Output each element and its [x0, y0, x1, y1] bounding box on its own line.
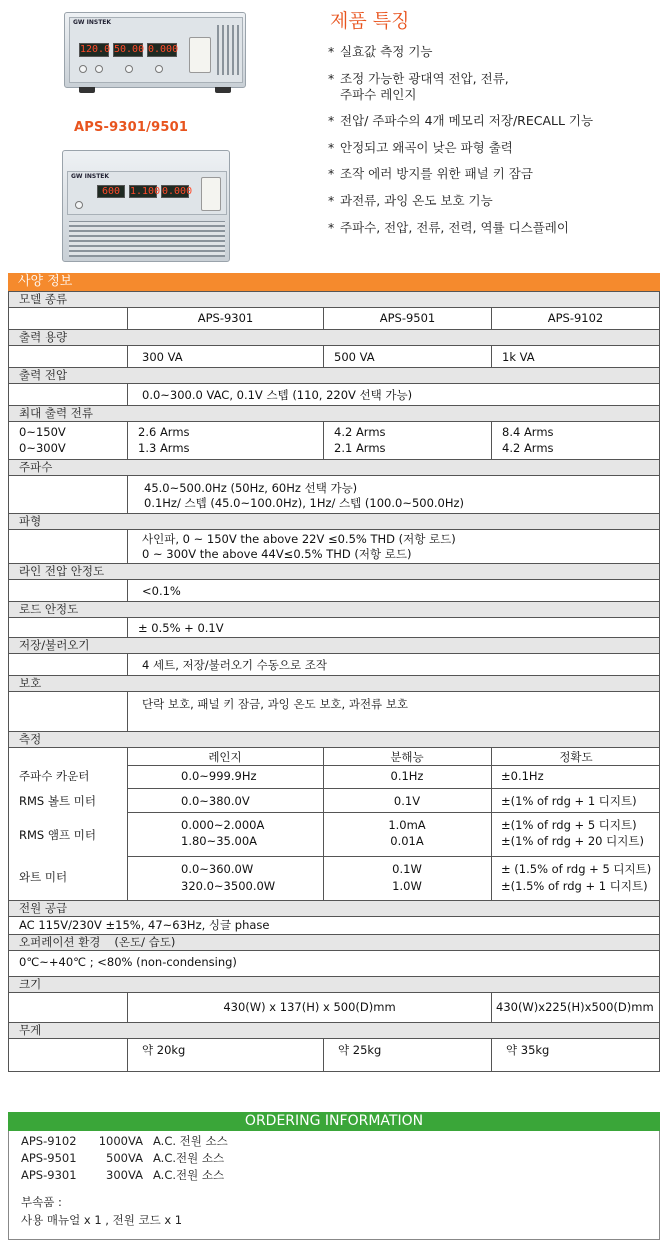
feature-item: * 실효값 측정 기능	[328, 44, 433, 59]
feature-item: * 과전류, 과잉 온도 보호 기능	[328, 192, 493, 208]
knob-icon	[95, 65, 103, 73]
model-name: APS-9102	[547, 311, 604, 325]
meas-name: 주파수 카운터	[19, 769, 90, 783]
meas-header: 레인지	[208, 750, 242, 764]
spec-row-load-regulation: ± 0.5% + 0.1V	[9, 617, 659, 637]
spec-row-capacity: 300 VA 500 VA 1k VA	[9, 345, 659, 367]
ordering-title: ORDERING INFORMATION	[8, 1112, 660, 1131]
spec-label-waveform: 파형	[9, 513, 659, 529]
spec-label-output-capacity: 출력 용량	[9, 329, 659, 345]
feature-item: * 주파수, 전압, 전류, 전력, 역률 디스플레이	[328, 219, 569, 235]
spec-label-power-supply: 전원 공급	[9, 900, 659, 916]
knob-icon	[75, 201, 83, 209]
order-item: APS-9102 1000VA A.C. 전원 소스	[21, 1134, 228, 1148]
features-list	[328, 44, 664, 246]
feature-item: * 조정 가능한 광대역 전압, 전류, 주파수 레인지	[328, 70, 509, 102]
display-voltage: 600	[97, 185, 125, 198]
spec-label-protection: 보호	[9, 675, 659, 691]
features-title: 제품 특징	[330, 10, 410, 32]
accessories-label: 부속품 :	[21, 1195, 62, 1209]
spec-table	[8, 291, 660, 1072]
knob-icon	[125, 65, 133, 73]
display-current: 0.000	[148, 44, 179, 55]
spec-row-max-current: 0~150V 0~300V 2.6 Arms 1.3 Arms 4.2 Arms 2.1 Arms 8.4 Arms 4.2 Arms	[9, 421, 659, 459]
feature-item: * 안정되고 왜곡이 낮은 파형 출력	[328, 139, 513, 155]
display-frequency: 50.00	[114, 44, 145, 55]
spec-label-weight: 무게	[9, 1022, 659, 1038]
model-name: APS-9301	[197, 311, 254, 325]
feature-item: * 전압/ 주파수의 4개 메모리 저장/RECALL 기능	[328, 113, 594, 129]
spec-row-voltage: 0.0~300.0 VAC, 0.1V 스텝 (110, 220V 선택 가능)	[9, 383, 659, 405]
brand-label: GW INSTEK	[73, 19, 112, 26]
spec-label-dimensions: 크기	[9, 976, 659, 992]
meas-name: RMS 볼트 미터	[19, 794, 96, 808]
spec-label-measurement: 측정	[9, 731, 659, 747]
vent-grille	[69, 221, 225, 257]
vent-grille	[217, 25, 239, 75]
spec-label-load-regulation: 로드 안정도	[9, 601, 659, 617]
spec-row-frequency: 45.0~500.0Hz (50Hz, 60Hz 선택 가능) 0.1Hz/ 스텝 (45.0~100.0Hz), 1Hz/ 스텝 (100.0~500.0Hz)	[9, 475, 659, 513]
meas-name: 와트 미터	[19, 870, 68, 884]
meas-header: 분해능	[390, 750, 424, 764]
outlet-socket-icon	[189, 37, 211, 73]
model-name: APS-9501	[379, 311, 436, 325]
order-item: APS-9301 300VA A.C.전원 소스	[21, 1168, 225, 1182]
order-item: APS-9501 500VA A.C.전원 소스	[21, 1151, 225, 1165]
accessories-list: 사용 매뉴얼 x 1 , 전원 코드 x 1	[21, 1213, 183, 1227]
spec-label-max-current: 최대 출력 전류	[9, 405, 659, 421]
display-frequency: 1.100	[130, 186, 161, 197]
product-image-large-unit	[62, 150, 230, 262]
product-overview	[0, 0, 668, 270]
feature-item: * 조작 에러 방지를 위한 패널 키 잠금	[328, 166, 533, 182]
spec-row-waveform: 사인파, 0 ~ 150V the above 22V ≤0.5% THD (저항 로드) 0 ~ 300V the above 44V≤0.5% THD (저항 로드)	[9, 529, 659, 563]
spec-label-output-voltage: 출력 전압	[9, 367, 659, 383]
spec-row-models	[9, 307, 659, 329]
display-current: 0.000	[162, 186, 193, 197]
spec-row-dimensions: 430(W) x 137(H) x 500(D)mm 430(W)x225(H)x500(D)mm	[9, 992, 659, 1022]
spec-row-weight: 약 20kg 약 25kg 약 35kg	[9, 1038, 659, 1071]
spec-row-protection: 단락 보호, 패널 키 잠금, 과잉 온도 보호, 과전류 보호	[9, 691, 659, 731]
spec-label-line-regulation: 라인 전압 안정도	[9, 563, 659, 579]
spec-label-frequency: 주파수	[9, 459, 659, 475]
spec-label-memory: 저장/불러오기	[9, 637, 659, 653]
display-voltage: 120.0	[80, 44, 111, 55]
product-model-caption: APS-9301/9501	[74, 120, 189, 135]
ordering-box	[8, 1131, 660, 1240]
meas-name: RMS 앰프 미터	[19, 828, 96, 842]
spec-row-environment: 0℃~+40℃ ; <80% (non-condensing)	[9, 950, 659, 976]
spec-label-environment: 오퍼레이션 환경 (온도/ 습도)	[9, 934, 659, 950]
spec-row-memory: 4 세트, 저장/불러오기 수동으로 조작	[9, 653, 659, 675]
spec-row-measurement: 레인지 분해능 정확도 주파수 카운터 0.0~999.9Hz 0.1Hz ±0.1Hz RMS 볼트 미터 0.0~380.0V 0.1V ±(1% of rdg + 1 디지트) RMS 앰프 미터 0.000~2.000A 1.80~35.00A 1.0mA 0.01A ±(1% of rdg + 5 디지트) ±(1% of rdg + 20 디지트) 와트 미터 0.0~360.0W 320.0~3500.0W 0.1W 1.0W ± (1.5% of rdg + 5 디지트) ±(1.5% of rdg + 1 디지트)	[9, 747, 659, 900]
brand-label: GW INSTEK	[71, 173, 110, 180]
product-image-small-unit	[64, 12, 246, 88]
outlet-socket-icon	[201, 177, 221, 211]
knob-icon	[79, 65, 87, 73]
meas-header: 정확도	[559, 750, 593, 764]
spec-row-power-supply: AC 115V/230V ±15%, 47~63Hz, 싱글 phase	[9, 916, 659, 934]
spec-section-title: 사양 정보	[8, 273, 660, 291]
spec-label-model-type: 모델 종류	[9, 291, 659, 307]
knob-icon	[155, 65, 163, 73]
spec-row-line-regulation: <0.1%	[9, 579, 659, 601]
